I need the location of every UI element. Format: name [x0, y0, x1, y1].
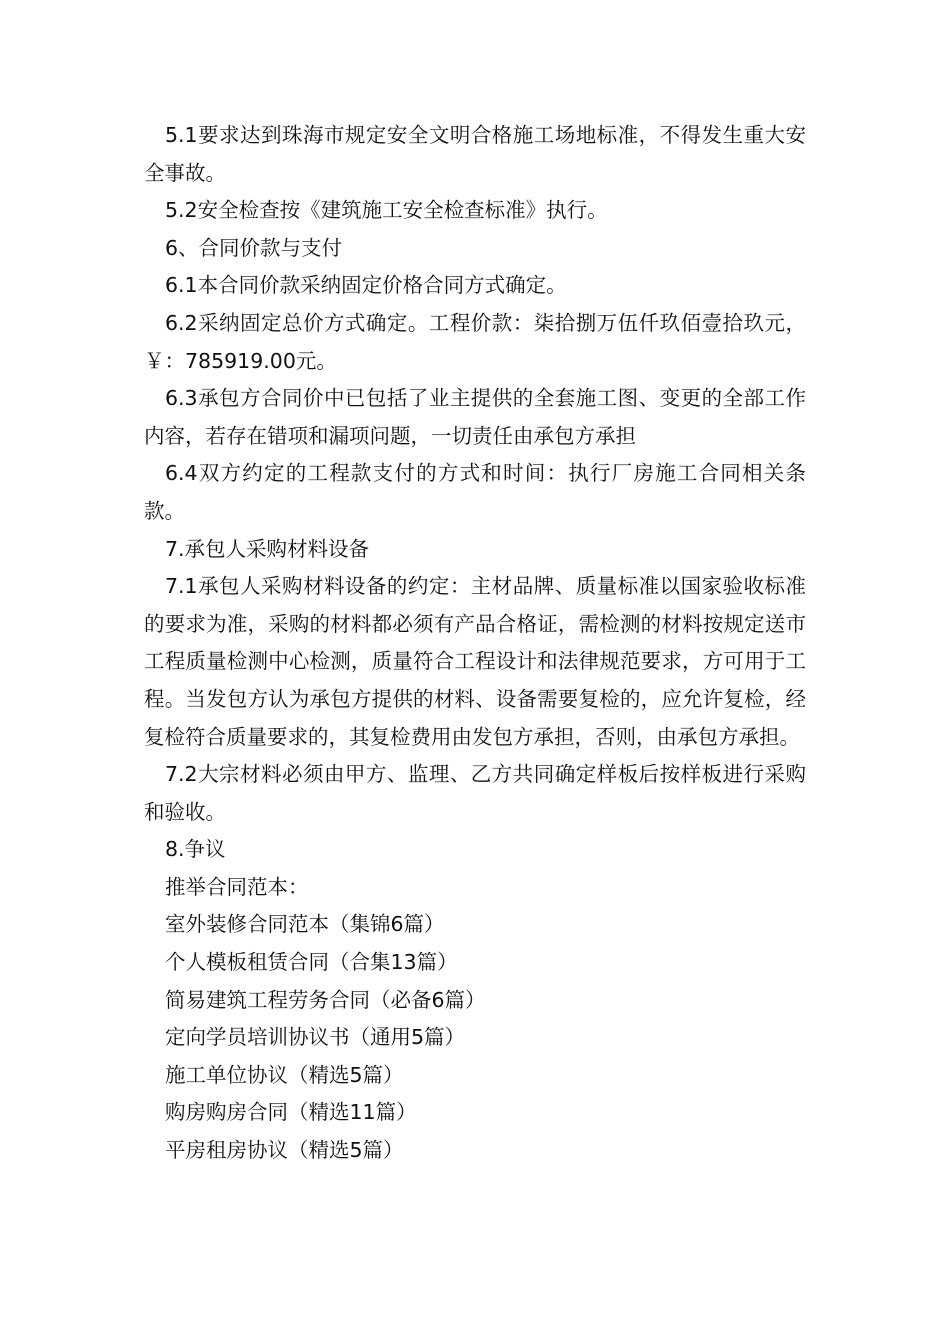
- clause-5-2: 5.2安全检查按《建筑施工安全检查标准》执行。: [165, 198, 608, 223]
- recommend-title: 推举合同范本：: [165, 874, 309, 899]
- recommend-link[interactable]: 平房租房协议（精选5篇）: [165, 1138, 404, 1163]
- recommend-link[interactable]: 施工单位协议（精选5篇）: [165, 1062, 404, 1087]
- clause-7-1: 7.1承包人采购材料设备的约定：主材品牌、质量标准以国家验收标准的要求为准，采购的材料都必须有产品合格证，需检测的材料按规定送市工程质量检测中心检测，质量符合工程设计和法律规范要求，方可用于工程。当发包方认为承包方提供的材料、设备需要复检的，应允许复检，经复检符合质量要求的，其复检费用由发包方承担，否则，由承包方承担。: [144, 574, 806, 749]
- section-6-heading: 6、合同价款与支付: [165, 235, 343, 260]
- clause-6-3: 6.3承包方合同价中已包括了业主提供的全套施工图、变更的全部工作内容，若存在错项和漏项问题，一切责任由承包方承担: [144, 386, 806, 448]
- clause-6-4: 6.4双方约定的工程款支付的方式和时间：执行厂房施工合同相关条款。: [144, 461, 806, 523]
- recommend-link[interactable]: 购房购房合同（精选11篇）: [165, 1100, 417, 1125]
- clause-5-1: 5.1要求达到珠海市规定安全文明合格施工场地标准，不得发生重大安全事故。: [144, 123, 806, 185]
- section-8-heading: 8.争议: [165, 837, 226, 862]
- clause-6-1: 6.1本合同价款采纳固定价格合同方式确定。: [165, 273, 567, 298]
- section-7-heading: 7.承包人采购材料设备: [165, 536, 370, 561]
- recommend-link[interactable]: 定向学员培训协议书（通用5篇）: [165, 1025, 466, 1050]
- recommend-link[interactable]: 简易建筑工程劳务合同（必备6篇）: [165, 987, 486, 1012]
- recommend-link[interactable]: 个人模板租赁合同（合集13篇）: [165, 950, 458, 975]
- clause-6-2: 6.2采纳固定总价方式确定。工程价款：柒拾捌万伍仟玖佰壹拾玖元，￥：785919.00元。: [144, 310, 806, 373]
- clause-7-2: 7.2大宗材料必须由甲方、监理、乙方共同确定样板后按样板进行采购和验收。: [144, 762, 806, 824]
- document-body: [144, 117, 806, 1170]
- recommend-link[interactable]: 室外装修合同范本（集锦6篇）: [165, 912, 445, 937]
